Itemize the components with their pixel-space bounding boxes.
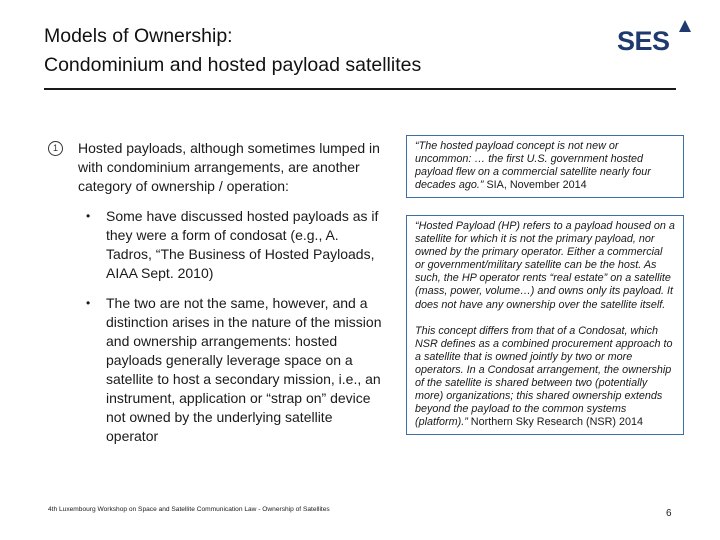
ses-logo-text: SES (617, 26, 670, 56)
quote-box-nsr (406, 215, 684, 435)
slide-footer: 4th Luxembourg Workshop on Space and Satellite Communication Law - Ownership of Satellites (48, 506, 330, 513)
quote-text: “The hosted payload concept is not new or uncommon: … the first U.S. government hosted payload flew on a commercial satellite nearly four decades ago.” (415, 140, 651, 192)
slide-title-line-2: Condominium and hosted payload satellites (44, 54, 422, 76)
triangle-icon (679, 20, 691, 32)
quote-paragraph (415, 325, 675, 430)
slide-title-line-1: Models of Ownership: (44, 25, 233, 47)
main-bullet (48, 139, 388, 196)
quote-attribution: Northern Sky Research (NSR) 2014 (470, 416, 644, 429)
sub-bullet (48, 294, 388, 446)
quote-box-sia (406, 135, 684, 198)
slide-title (44, 22, 604, 80)
page-number: 6 (666, 508, 672, 519)
sub-bullet (48, 207, 388, 283)
ses-logo (617, 18, 691, 58)
quote-paragraph: “Hosted Payload (HP) refers to a payload housed on a satellite for which it is not the primary payload, nor owned by the primary operator. Either a commercial or government/military satellite can be the host. As such, the HP operator rents “real estate” on a satellite (mass, power, volume…) and owns only its payload. It does not have any ownership over the satellite itself. (415, 220, 675, 311)
title-divider (44, 88, 676, 90)
sub-bullet-list (48, 207, 388, 446)
quote-attribution: SIA, November 2014 (486, 179, 587, 192)
quote-text: This concept differs from that of a Condosat, which NSR defines as a combined procurement approach to a satellite that is owned jointly by two or more operators. In a Condosat arrangement, the ownership of the satellite is shared between two (potentially more) organizations; this shared ownership extends beyond the payload to the common systems (platform).” (415, 324, 673, 429)
circled-digit-one-icon: 1 (48, 141, 63, 156)
bullet-dot-icon: • (86, 209, 91, 223)
sub-bullet-text: Some have discussed hosted payloads as if they were a form of condosat (e.g., A. Tadros, “The Business of Hosted Payloads, AIAA Sept. 2010) (106, 208, 379, 281)
left-column (48, 139, 388, 457)
sub-bullet-text: The two are not the same, however, and a distinction arises in the nature of the mission and ownership arrangements: hosted payloads generally leverage space on a satellite to host a secondary mission, i.e., an instrument, application or “strap on” device not owned by the underlying satellite operator (106, 295, 382, 444)
main-bullet-text: Hosted payloads, although sometimes lumped in with condominium arrangements, are another category of ownership / operation: (78, 140, 380, 194)
bullet-dot-icon: • (86, 296, 91, 310)
